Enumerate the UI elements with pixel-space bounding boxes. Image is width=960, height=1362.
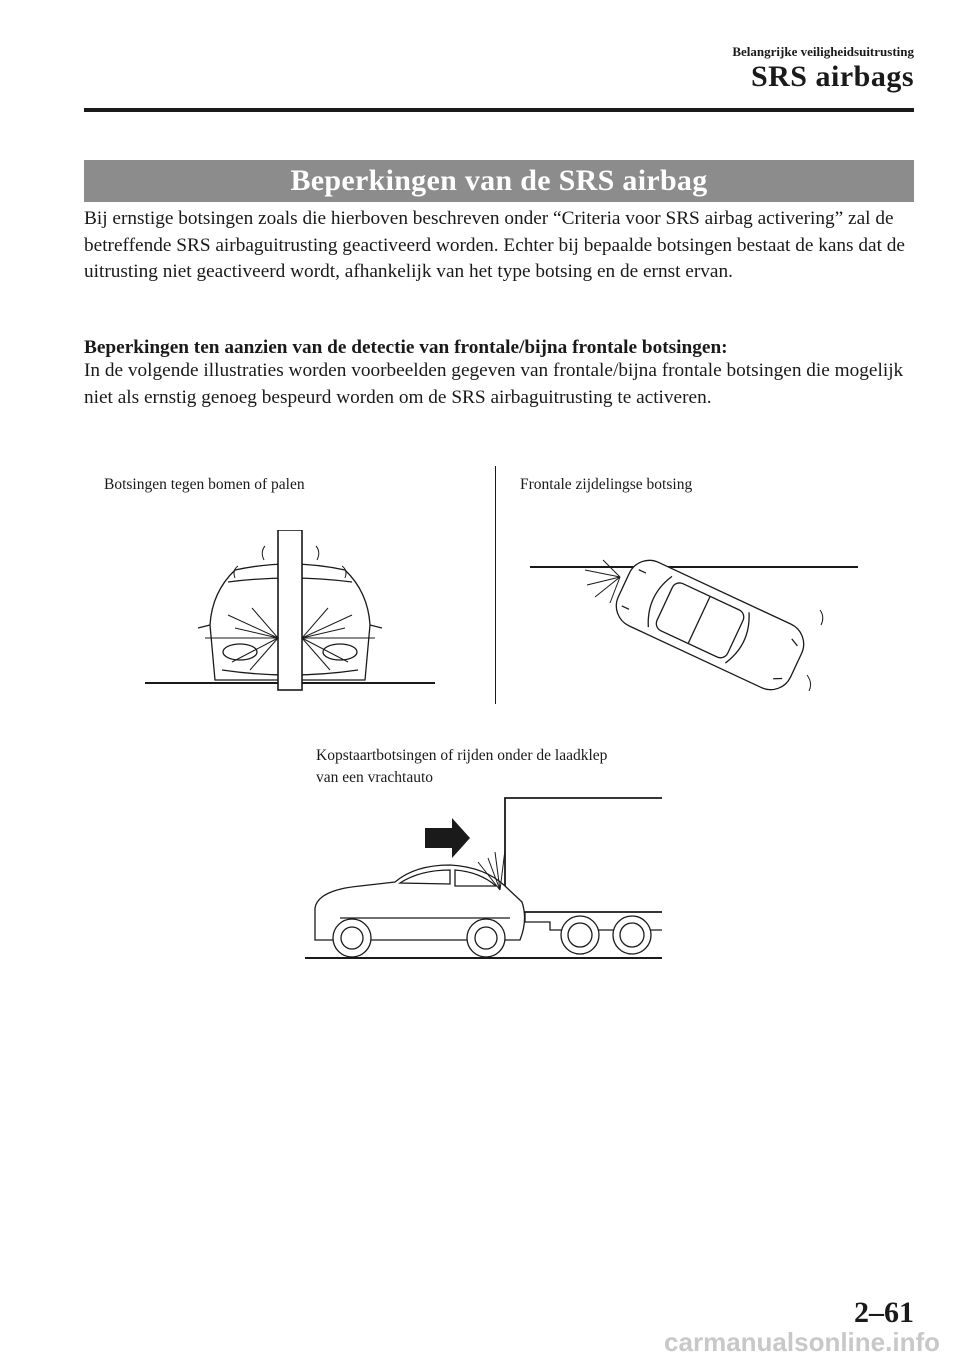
underride-caption-line1: Kopstaartbotsingen of rijden onder de laadklep <box>316 747 608 764</box>
intro-paragraph: Bij ernstige botsingen zoals die hierboven beschreven onder “Criteria voor SRS airbag activering” zal de betreffende SRS airbaguitrusting geactiveerd worden. Echter bij bepaalde botsingen bestaat de kans dat de uitrusting niet geactiveerd wordt, afhankelijk van het type botsing en de ernst ervan. <box>84 208 905 282</box>
oblique-collision-illustration <box>525 555 865 700</box>
figure-divider <box>495 466 496 704</box>
watermark: carmanualsonline.info <box>664 1327 940 1357</box>
page-number: 2–61 <box>854 1296 914 1329</box>
subheading: Beperkingen ten aanzien van de detectie van frontale/bijna frontale botsingen: <box>84 337 728 358</box>
underride-caption-line2: van een vrachtauto <box>316 769 434 786</box>
section-title: Belangrijke veiligheidsuitrusting <box>732 44 914 59</box>
truck-underride-illustration <box>300 790 670 962</box>
pole-collision-illustration <box>140 530 440 695</box>
oblique-collision-caption: Frontale zijdelingse botsing <box>520 476 693 493</box>
page-title: SRS airbags <box>750 60 914 93</box>
pole-collision-caption: Botsingen tegen bomen of palen <box>104 476 305 493</box>
section-banner: Beperkingen van de SRS airbag <box>84 160 914 202</box>
body-paragraph: In de volgende illustraties worden voorbeelden gegeven van frontale/bijna frontale botsingen die mogelijk niet als ernstig genoeg bespeurd worden om de SRS airbaguitrusting te activeren. <box>84 360 904 408</box>
header-divider <box>84 108 914 112</box>
underride-caption <box>316 745 607 789</box>
